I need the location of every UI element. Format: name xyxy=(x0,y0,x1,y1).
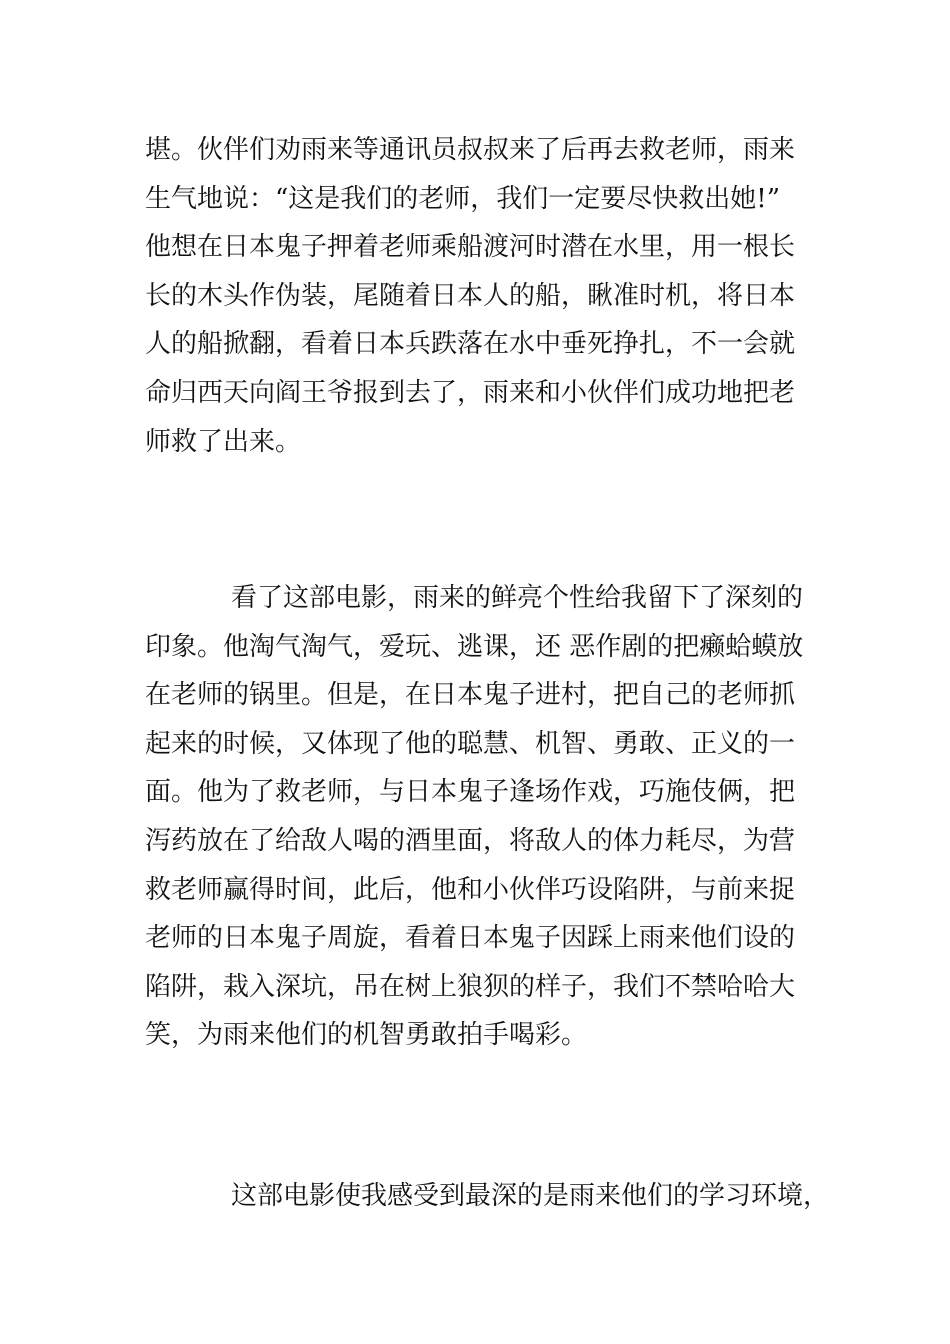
paragraph-3 xyxy=(145,1172,830,1221)
paragraph-line: 老师的日本鬼子周旋，看着日本鬼子因踩上雨来他们设的 xyxy=(145,923,796,954)
paragraph-line: 长的木头作伪装，尾随着日本人的船，瞅准时机，将日本 xyxy=(145,280,796,311)
paragraph-line: 在老师的锅里。但是，在日本鬼子进村，把自己的老师抓 xyxy=(145,680,796,711)
paragraph-line: 人的船掀翻，看着日本兵跌落在水中垂死挣扎，不一会就 xyxy=(145,329,796,360)
paragraph-2 xyxy=(145,574,815,1060)
paragraph-line: 命归西天向阎王爷报到去了，雨来和小伙伴们成功地把老 xyxy=(145,377,796,408)
paragraph-line: 师救了出来。 xyxy=(145,426,302,457)
paragraph-line: 堪。伙伴们劝雨来等通讯员叔叔来了后再去救老师，雨来 xyxy=(145,135,796,165)
paragraph-line: 陷阱，栽入深坑，吊在树上狼狈的样子，我们不禁哈哈大 xyxy=(145,971,796,1002)
paragraph-line: 救老师赢得时间，此后，他和小伙伴巧设陷阱，与前来捉 xyxy=(145,874,796,905)
paragraph-line: 他想在日本鬼子押着老师乘船渡河时潜在水里，用一根长 xyxy=(145,232,796,263)
paragraph-line: 看了这部电影，雨来的鲜亮个性给我留下了深刻的 xyxy=(231,583,804,613)
paragraph-line: 笑，为雨来他们的机智勇敢拍手喝彩。 xyxy=(145,1020,588,1051)
paragraph-line: 生气地说：“这是我们的老师，我们一定要尽快救出她!” xyxy=(145,183,781,214)
paragraph-line: 面。他为了救老师，与日本鬼子逢场作戏，巧施伎俩，把 xyxy=(145,777,796,808)
paragraph-line: 印象。他淘气淘气，爱玩、逃课，还 恶作剧的把癞蛤蟆放 xyxy=(145,631,804,662)
paragraph-line: 泻药放在了给敌人喝的酒里面，将敌人的体力耗尽，为营 xyxy=(145,825,796,856)
paragraph-1 xyxy=(145,126,815,466)
paragraph-line: 起来的时候，又体现了他的聪慧、机智、勇敢、正义的一 xyxy=(145,728,796,759)
paragraph-line: 这部电影使我感受到最深的是雨来他们的学习环境， xyxy=(231,1181,830,1211)
